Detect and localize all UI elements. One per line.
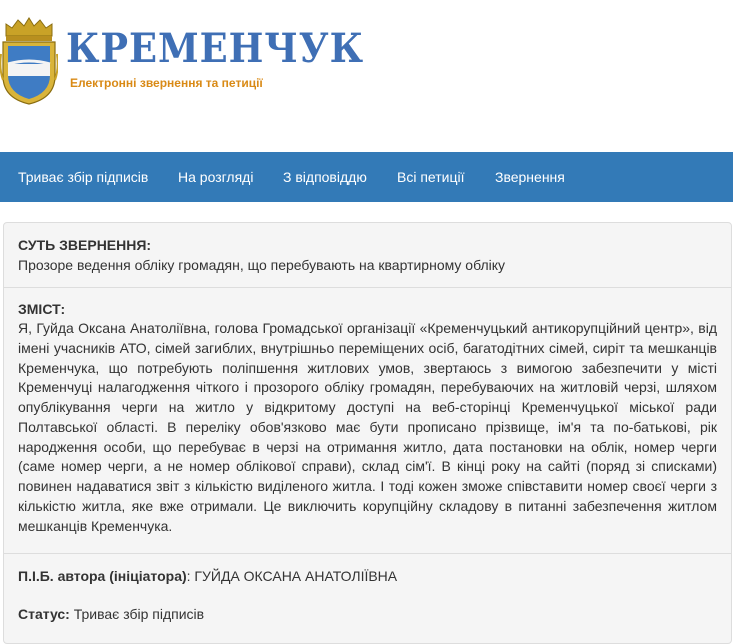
essence-section (4, 235, 731, 275)
nav-item-under-review[interactable]: На розгляді (178, 169, 254, 185)
status-section (4, 604, 731, 624)
site-logo-title[interactable]: КРЕМЕНЧУК (66, 25, 364, 72)
essence-text: Прозоре ведення обліку громадян, що перебувають на квартирному обліку (18, 257, 506, 273)
content-section (4, 299, 731, 536)
author-colon: : (186, 568, 191, 584)
nav-item-appeals[interactable]: Звернення (495, 169, 565, 185)
status-label: Статус: (18, 606, 70, 622)
author-section (4, 566, 731, 586)
author-value: ГУЙДА ОКСАНА АНАТОЛІЇВНА (194, 568, 398, 584)
main-navigation (0, 152, 733, 202)
section-divider (4, 553, 731, 554)
author-label: П.І.Б. автора (ініціатора) (18, 568, 187, 584)
petition-panel (3, 222, 732, 644)
city-coat-of-arms-icon[interactable] (0, 14, 58, 106)
nav-item-collecting-signatures[interactable]: Триває збір підписів (18, 169, 149, 185)
status-value: Триває збір підписів (73, 606, 205, 622)
nav-item-answered[interactable]: З відповіддю (283, 169, 367, 185)
site-header (0, 0, 733, 152)
essence-label: СУТЬ ЗВЕРНЕННЯ: (18, 237, 152, 253)
section-divider (4, 287, 731, 288)
nav-item-all-petitions[interactable]: Всі петиції (397, 169, 465, 185)
site-logo-subtitle: Електронні звернення та петиції (70, 76, 263, 90)
content-label: ЗМІСТ: (18, 301, 66, 317)
content-text: Я, Гуйда Оксана Анатоліївна, голова Громадської організації «Кременчуцький антикорупційний центр», від імені учасників АТО, сімей загиблих, внутрішньо переміщених осіб, багатодітних сімей, сиріт та мешканців Кременчука, що потребують поліпшення житлових умов, звертаюсь з вимогою забезпечити у місті Кременчуці налагодження чіткого і прозорого обліку громадян, перебуваючих на житловій черзі, шляхом опублікування черги на житло у відкритому доступі на веб-сторінці Кременчуцької міської ради Полтавської області. В переліку обов'язково має бути прописано прізвище, ім'я та по-батькові, рік народження особи, що перебуває в черзі на отримання житло, дата постановки на облік, номер черги (саме номер черги, а не номер облікової справи), склад сім'ї. В кінці року на сайті (поряд зі списками) повинен надаватися звіт з кількістю виділеного житла. І тоді кожен зможе співставити номер своєї черги з кількістю житла, яке вже отримали. Це виключить корупційну складову в питанні забезпечення житлом мешканців Кременчука. (18, 320, 717, 534)
